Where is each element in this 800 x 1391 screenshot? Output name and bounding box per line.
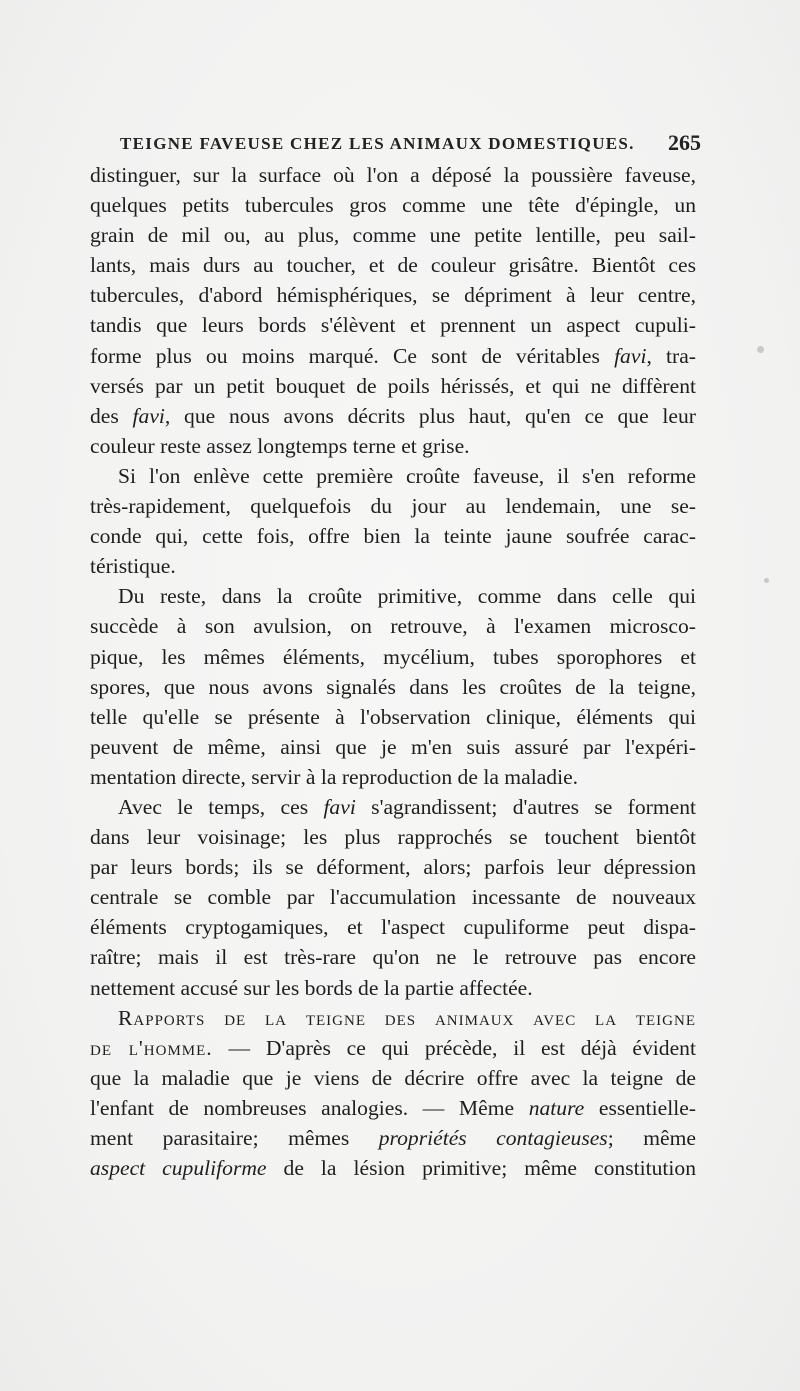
line-text: Du reste, dans la croûte primitive, comme dans celle qui (118, 584, 696, 609)
text-line (90, 521, 696, 551)
paper-speck (757, 346, 764, 353)
line-text-before: forme plus ou moins marqué. Ce sont de véritables (90, 343, 615, 368)
text-line (90, 672, 696, 702)
text-line (90, 310, 696, 340)
text-line (90, 341, 696, 371)
page-header (95, 130, 699, 158)
italic-term: propriétés contagieuses (378, 1126, 608, 1150)
line-text: lants, mais durs au toucher, et de couleur grisâtre. Bientôt ces (90, 253, 696, 278)
line-text-after: de la lésion primitive; même constitution (266, 1156, 696, 1181)
text-line (90, 852, 696, 882)
italic-term: favi (132, 403, 165, 428)
line-text: tubercules, d'abord hémisphériques, se dépriment à leur centre, (90, 283, 696, 308)
text-line (90, 1093, 696, 1123)
line-text-after: — D'après ce qui précède, il est déjà évident (212, 1035, 696, 1060)
paper-speck (764, 578, 769, 583)
line-text: versés par un petit bouquet de poils hérissés, et qui ne diffèrent (90, 373, 696, 398)
text-line (90, 250, 696, 280)
line-text: conde qui, cette fois, offre bien la teinte jaune soufrée carac- (90, 524, 696, 549)
line-text: nettement accusé sur les bords de la partie affectée. (90, 975, 533, 1000)
line-text: raître; mais il est très-rare qu'on ne le retrouve pas encore (90, 945, 696, 970)
text-line (90, 882, 696, 912)
page-number: 265 (668, 130, 701, 155)
text-line (90, 1123, 696, 1153)
section-heading-text: de l'homme. (90, 1035, 213, 1060)
line-text-after: ; même (607, 1126, 696, 1150)
line-text-after: , que nous avons décrits plus haut, qu'en ce que leur (164, 403, 696, 428)
text-line (90, 160, 696, 190)
text-line (90, 581, 696, 611)
italic-term: favi (614, 343, 647, 368)
text-line (90, 1003, 696, 1033)
text-line (90, 942, 696, 972)
text-line (90, 461, 696, 491)
line-text: peuvent de même, ainsi que je m'en suis assuré par l'expéri- (90, 734, 696, 759)
text-line (90, 912, 696, 942)
text-line (90, 371, 696, 401)
text-line (90, 702, 696, 732)
text-line (90, 401, 696, 431)
text-line (90, 220, 696, 250)
line-text: Si l'on enlève cette première croûte faveuse, il s'en reforme (118, 463, 696, 488)
line-text: couleur reste assez longtemps terne et grise. (90, 433, 470, 458)
line-text: dans leur voisinage; les plus rapprochés se touchent bientôt (90, 825, 696, 850)
section-heading-text: Rapports de la teigne des animaux avec la teigne (118, 1005, 696, 1030)
text-line (90, 1153, 696, 1183)
line-text: pique, les mêmes éléments, mycélium, tubes sporophores et (90, 644, 696, 669)
running-title: TEIGNE FAVEUSE CHEZ LES ANIMAUX DOMESTIQUES. (120, 134, 635, 153)
italic-term: aspect cupuliforme (90, 1156, 267, 1181)
line-text: quelques petits tubercules gros comme une tête d'épingle, un (90, 193, 696, 218)
line-text-after: essentielle- (584, 1095, 696, 1120)
line-text: très-rapidement, quelquefois du jour au lendemain, une se- (90, 494, 696, 519)
line-text: téristique. (90, 554, 176, 579)
text-line (90, 491, 696, 521)
italic-term: nature (528, 1095, 585, 1120)
line-text-before: des (90, 403, 133, 428)
line-text: par leurs bords; ils se déforment, alors; parfois leur dépression (90, 855, 696, 880)
line-text: distinguer, sur la surface où l'on a déposé la poussière faveuse, (90, 163, 696, 187)
line-text-before: ment parasitaire; mêmes (90, 1126, 379, 1150)
line-text: mentation directe, servir à la reproduction de la maladie. (90, 764, 579, 789)
text-line (90, 973, 696, 1003)
line-text: que la maladie que je viens de décrire offre avec la teigne de (90, 1065, 696, 1090)
line-text-after: s'agrandissent; d'autres se forment (355, 794, 696, 819)
line-text: centrale se comble par l'accumulation incessante de nouveaux (90, 885, 696, 910)
text-line (90, 642, 696, 672)
text-line (90, 822, 696, 852)
line-text: succède à son avulsion, on retrouve, à l'examen microsco- (90, 614, 696, 639)
text-line (90, 762, 696, 792)
text-line (90, 611, 696, 641)
italic-term: favi (323, 794, 356, 819)
text-line (90, 551, 696, 581)
line-text: spores, que nous avons signalés dans les croûtes de la teigne, (90, 674, 696, 699)
text-line (90, 792, 696, 822)
line-text-before: l'enfant de nombreuses analogies. — Même (90, 1095, 529, 1120)
text-line (90, 1063, 696, 1093)
line-text: grain de mil ou, au plus, comme une petite lentille, peu sail- (90, 223, 696, 248)
line-text: éléments cryptogamiques, et l'aspect cupuliforme peut dispa- (90, 915, 696, 940)
text-line (90, 280, 696, 310)
text-line (90, 431, 696, 461)
text-line (90, 732, 696, 762)
line-text: tandis que leurs bords s'élèvent et prennent un aspect cupuli- (90, 313, 696, 338)
body-text (90, 160, 696, 1183)
text-line (90, 1033, 696, 1063)
line-text-before: Avec le temps, ces (118, 794, 324, 819)
text-line (90, 190, 696, 220)
line-text-after: , tra- (646, 343, 696, 368)
line-text: telle qu'elle se présente à l'observation clinique, éléments qui (90, 704, 696, 729)
